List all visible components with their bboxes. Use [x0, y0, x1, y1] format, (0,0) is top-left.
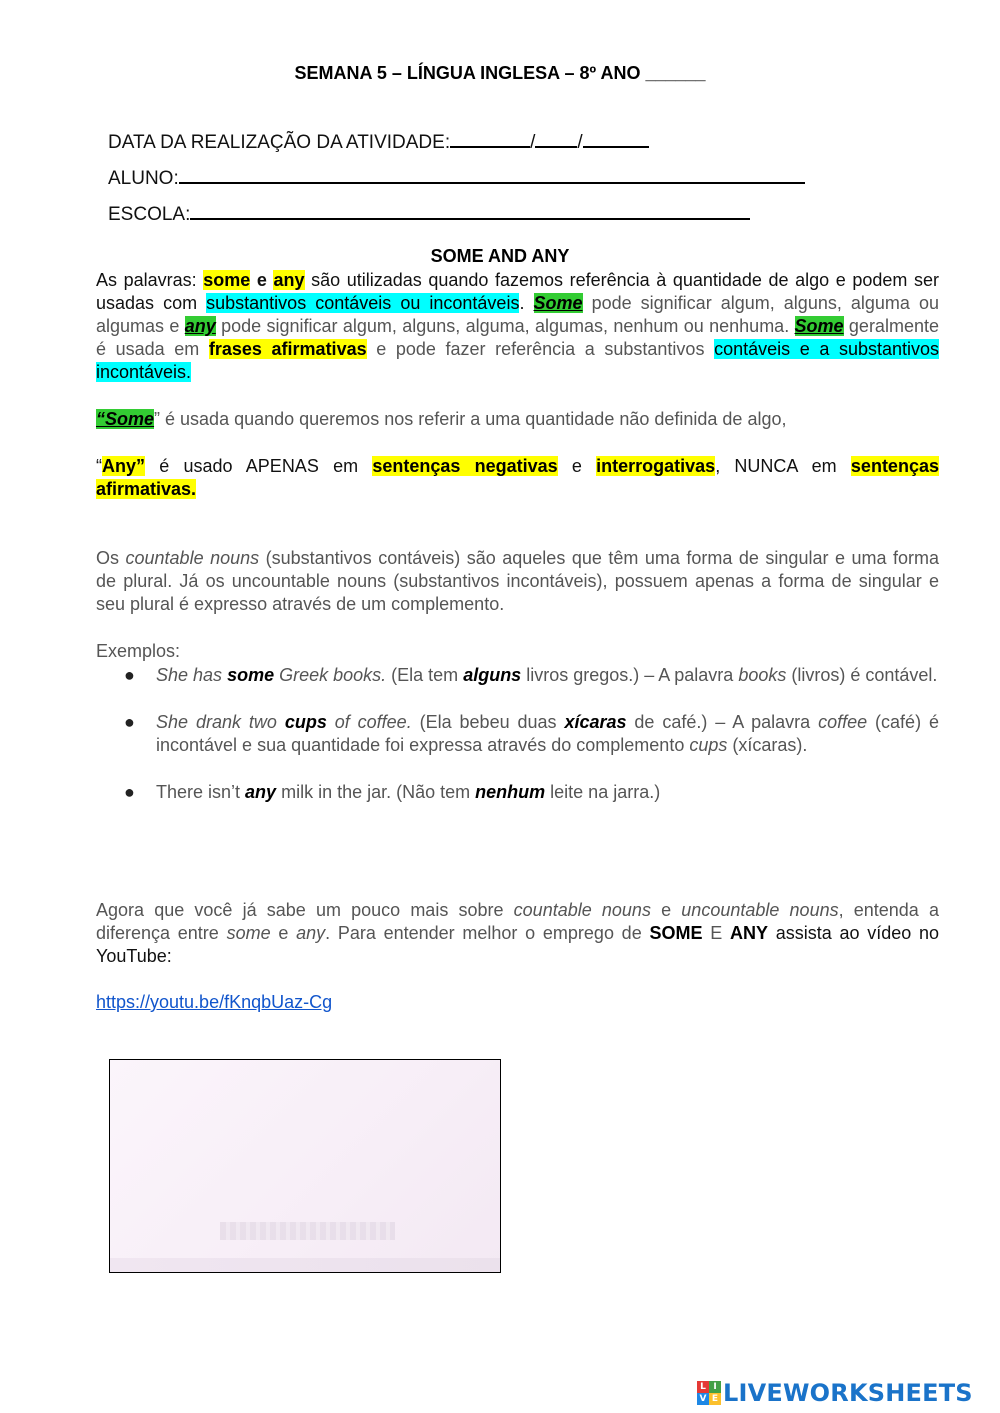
text: , entenda a diferença entre: [96, 900, 939, 943]
text: ANY: [729, 923, 768, 943]
highlight-any: any: [273, 270, 305, 290]
page-title: SEMANA 5 – LÍNGUA INGLESA – 8º ANO ______: [294, 63, 706, 83]
text: “: [96, 456, 102, 476]
highlight-substantivos: substantivos contáveis ou incontáveis: [206, 293, 520, 313]
highlight-interrogativas: interrogativas: [596, 456, 716, 476]
text: e: [557, 456, 597, 476]
liveworksheets-icon: [697, 1381, 721, 1405]
text: countable nouns: [125, 548, 260, 568]
date-year-blank[interactable]: [583, 130, 649, 148]
text: são utilizadas quando fazemos referência à quantidade de algo e podem ser usadas com: [96, 270, 939, 313]
date-month-blank[interactable]: [535, 130, 577, 148]
text: countable nouns: [513, 900, 651, 920]
text: ” é usada quando queremos nos referir a uma quantidade não definida de algo,: [154, 409, 787, 429]
highlight-any-quote: Any”: [102, 456, 146, 476]
date-label: DATA DA REALIZAÇÃO DA ATIVIDADE:: [108, 132, 451, 153]
student-field-row: [108, 166, 805, 190]
highlight-contaveis: contáveis e a substantivos incontáveis.: [96, 339, 940, 382]
text: As palavras:: [96, 270, 204, 290]
highlight-some-quote: “Some: [96, 409, 155, 429]
text: pode significar algum, alguns, alguma ou algumas e: [96, 293, 939, 336]
any-usage-paragraph: [96, 455, 939, 501]
list-item: ● There isn’t any milk in the jar. (Não tem nenhum leite na jarra.): [124, 782, 661, 802]
highlight-some-green: Some: [533, 293, 583, 313]
bullet-icon: ●: [124, 782, 135, 802]
text: (substantivos contáveis) são aqueles que têm uma forma de singular e uma forma de plural. Já os uncountable nouns (substantivos incontáveis), possuem apenas a forma de singular e seu plural é expresso através de um complemento.: [96, 548, 939, 614]
video-caption-bar: [220, 1222, 395, 1240]
bullet-icon: ●: [124, 712, 135, 732]
logo-letter: E: [709, 1393, 721, 1405]
examples-list: [96, 664, 939, 804]
highlight-sentencas: sentenças: [850, 456, 939, 476]
date-field-row: [108, 130, 649, 154]
logo-letter: L: [697, 1381, 709, 1393]
video-control-bar[interactable]: [110, 1258, 500, 1272]
bullet-icon: ●: [124, 665, 135, 685]
date-separator: /: [577, 132, 583, 153]
text: e pode fazer referência a substantivos: [366, 339, 715, 359]
text: , NUNCA em: [715, 456, 851, 476]
student-name-blank[interactable]: [179, 166, 805, 184]
intro-paragraph: [96, 269, 939, 384]
liveworksheets-logo: [697, 1378, 973, 1408]
text: assista ao vídeo no YouTube:: [96, 923, 940, 966]
text: geralmente é usada em: [96, 316, 939, 359]
logo-letter: I: [709, 1381, 721, 1393]
highlight-afirmativas: afirmativas.: [96, 479, 197, 499]
highlight-some: some: [203, 270, 251, 290]
text: Agora que você já sabe um pouco mais sobre: [96, 900, 514, 920]
list-item: ● She has some Greek books. (Ela tem alguns livros gregos.) – A palavra books (livros) é contável.: [124, 665, 938, 685]
list-item: ● She drank two cups of coffee. (Ela bebeu duas xícaras de café.) – A palavra coffee (café) é incontável e sua quantidade foi expressa através do complemento cups (xícaras).: [124, 712, 939, 755]
text: pode significar algum, alguns, alguma, algumas, nenhum ou nenhuma.: [215, 316, 795, 336]
text: e: [650, 900, 682, 920]
highlight-frases-afirmativas: frases afirmativas: [208, 339, 367, 359]
text: SOME: [649, 923, 703, 943]
text: e: [270, 923, 297, 943]
text: . Para entender melhor o emprego de: [325, 923, 650, 943]
countable-paragraph: [96, 547, 939, 616]
text: any: [296, 923, 326, 943]
school-name-blank[interactable]: [190, 202, 750, 220]
student-label: ALUNO:: [108, 168, 179, 189]
text: Os: [96, 548, 126, 568]
school-field-row: [108, 202, 750, 226]
date-separator: /: [530, 132, 536, 153]
text: .: [519, 293, 534, 313]
video-thumbnail[interactable]: [109, 1059, 501, 1273]
text: uncountable nouns: [681, 900, 839, 920]
highlight-some-green: Some: [794, 316, 844, 336]
text: e: [250, 270, 274, 290]
video-intro-paragraph: [96, 899, 939, 968]
examples-label: Exemplos:: [96, 641, 181, 661]
date-day-blank[interactable]: [450, 130, 530, 148]
section-title: SOME AND ANY: [430, 246, 570, 266]
text: é usado APENAS em: [145, 456, 373, 476]
youtube-link[interactable]: https://youtu.be/fKnqbUaz-Cg: [96, 992, 333, 1012]
text: some: [226, 923, 271, 943]
highlight-any-green: any: [184, 316, 216, 336]
brand-name: LIVEWORKSHEETS: [723, 1379, 973, 1407]
school-label: ESCOLA:: [108, 204, 191, 225]
text: E: [702, 923, 730, 943]
some-usage-paragraph: [96, 408, 939, 431]
highlight-sentencas-negativas: sentenças negativas: [372, 456, 558, 476]
logo-letter: V: [697, 1393, 709, 1405]
